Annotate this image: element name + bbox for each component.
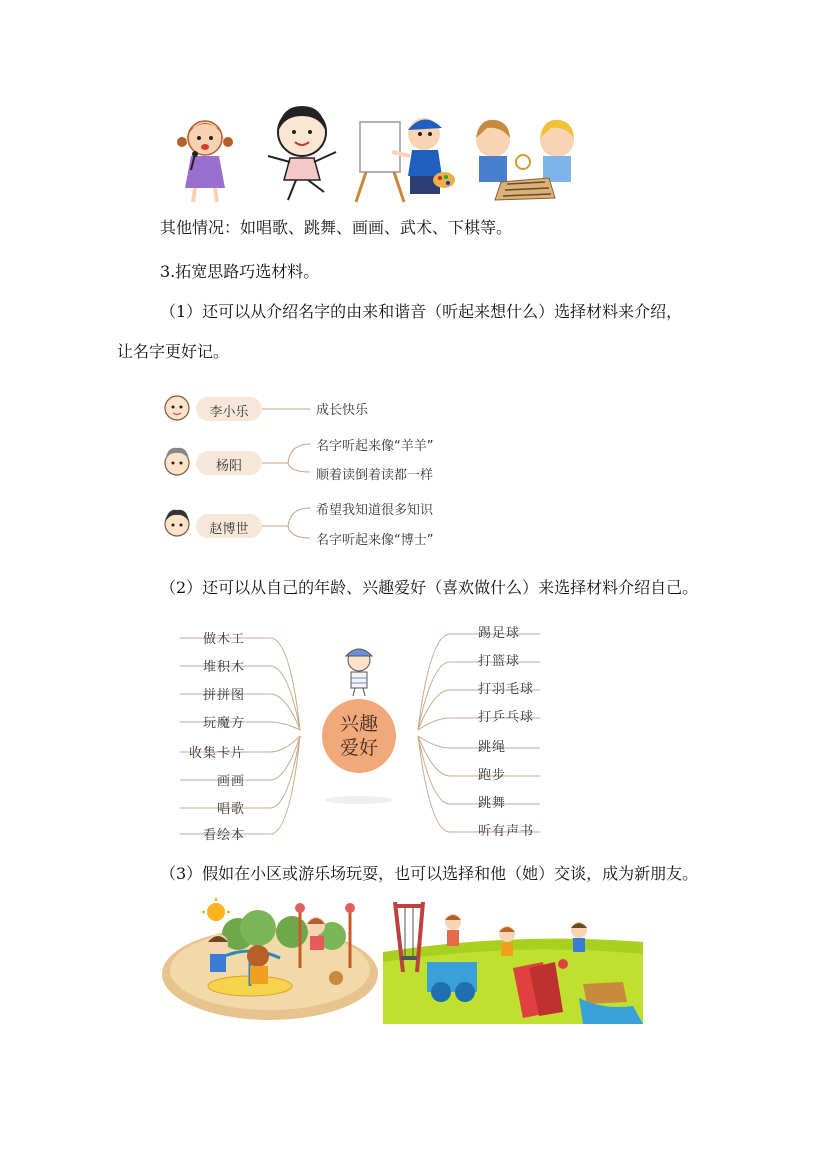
hobby-right: 踢足球: [478, 626, 521, 641]
name-label: 杨阳: [215, 459, 242, 474]
hobby-right: 跑步: [478, 768, 507, 783]
hobby-right: 打篮球: [478, 654, 521, 669]
other-situations-text: 其他情况：如唱歌、跳舞、画画、武术、下棋等。: [160, 218, 513, 237]
mindmap-center-line2: 爱好: [339, 737, 378, 759]
name-note: 名字听起来像“羊羊”: [316, 439, 434, 454]
name-label: 赵博世: [209, 522, 249, 537]
hobby-left: 画画: [216, 774, 245, 789]
name-note: 成长快乐: [316, 403, 369, 418]
illustration-singing-girl: [165, 110, 245, 205]
point3-text: （3）假如在小区或游乐场玩耍，也可以选择和他（她）交谈，成为新朋友。: [160, 864, 699, 883]
hobby-right: 跳舞: [478, 796, 507, 811]
point1-line1: （1）还可以从介绍名字的由来和谐音（听起来想什么）选择材料来介绍，: [160, 302, 683, 321]
hobby-left: 拼拼图: [202, 688, 245, 703]
hobby-right: 听有声书: [478, 824, 535, 839]
hobby-right: 打乒乓球: [478, 710, 535, 725]
illustration-dancing-girl: [262, 100, 342, 205]
hobby-left: 收集卡片: [188, 746, 245, 761]
illustration-merry-go-round: [160, 898, 382, 1024]
hobby-left: 做木工: [202, 632, 245, 647]
hobby-left: 堆积木: [202, 660, 245, 675]
name-note: 希望我知道很多知识: [316, 503, 434, 518]
hobby-left: 玩魔方: [202, 716, 245, 731]
illustration-playground: [383, 902, 643, 1024]
point2-text: （2）还可以从自己的年龄、兴趣爱好（喜欢做什么）来选择材料介绍自己。: [160, 578, 699, 597]
point1-line2: 让名字更好记。: [117, 342, 230, 361]
hobby-right: 跳绳: [478, 740, 507, 755]
mindmap-center-line1: 兴趣: [339, 713, 378, 735]
illustration-painting-boy: [352, 110, 457, 205]
name-label: 李小乐: [209, 405, 249, 420]
section3-title: 3.拓宽思路巧选材料。: [160, 262, 320, 281]
hobby-right: 打羽毛球: [478, 682, 535, 697]
hobby-mindmap: [160, 618, 560, 846]
name-note: 顺着读倒着读都一样: [316, 468, 434, 483]
name-note: 名字听起来像“博士”: [316, 533, 434, 548]
hobby-left: 唱歌: [216, 802, 245, 817]
name-examples: [160, 380, 480, 550]
hobby-left: 看绘本: [202, 828, 245, 843]
illustration-chess-boys: [465, 112, 585, 207]
